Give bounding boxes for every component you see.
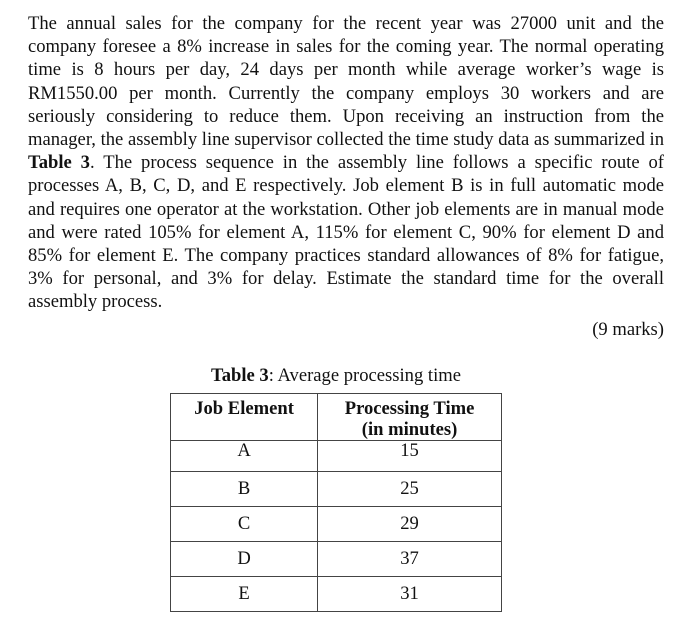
cell-processing-time: 25 bbox=[318, 472, 502, 507]
marks-label: (9 marks) bbox=[592, 319, 664, 340]
table-header-row bbox=[171, 394, 502, 441]
cell-processing-time: 31 bbox=[318, 577, 502, 612]
question-text-part-2: . The process sequence in the assembly line follows a specific route of processes A, B, C, D, and E respectively. Job element B is in full automatic mode and requires one operator at the workstation. Other job elements are in manual mode and were rated 105% for element A, 115% for element C, 90% for element D and 85% for element E. The company practices standard allowances of 8% for fatigue, 3% for personal, and 3% for delay. Estimate the standard time for the overall assembly process. bbox=[28, 152, 664, 313]
table-reference: Table 3 bbox=[28, 152, 90, 174]
table-row bbox=[171, 542, 502, 577]
processing-time-table bbox=[170, 393, 502, 612]
header-job-element: Job Element bbox=[171, 394, 318, 441]
cell-job-element: E bbox=[171, 577, 318, 612]
cell-processing-time: 29 bbox=[318, 507, 502, 542]
cell-job-element: B bbox=[171, 472, 318, 507]
question-text-part-1: The annual sales for the company for the recent year was 27000 unit and the company foresee a 8% increase in sales for the coming year. The normal operating time is 8 hours per day, 24 days per month while average worker’s wage is RM1550.00 per month. Currently the company employs 30 workers and are seriously considering to reduce them. Upon receiving an instruction from the manager, the assembly line supervisor collected the time study data as summarized in bbox=[28, 13, 664, 151]
header-processing-time-line2: (in minutes) bbox=[361, 419, 458, 440]
cell-job-element: C bbox=[171, 507, 318, 542]
cell-processing-time: 37 bbox=[318, 542, 502, 577]
table-caption-number: Table 3 bbox=[211, 365, 269, 386]
header-processing-time bbox=[318, 394, 502, 441]
table-row bbox=[171, 441, 502, 472]
header-processing-time-line1: Processing Time bbox=[344, 398, 475, 419]
table-caption-text: : Average processing time bbox=[268, 365, 461, 386]
cell-processing-time: 15 bbox=[318, 441, 502, 472]
cell-job-element: A bbox=[171, 441, 318, 472]
cell-job-element: D bbox=[171, 542, 318, 577]
table-caption bbox=[170, 364, 502, 387]
table-row bbox=[171, 472, 502, 507]
question-text bbox=[28, 12, 664, 314]
table-row bbox=[171, 577, 502, 612]
table-row bbox=[171, 507, 502, 542]
